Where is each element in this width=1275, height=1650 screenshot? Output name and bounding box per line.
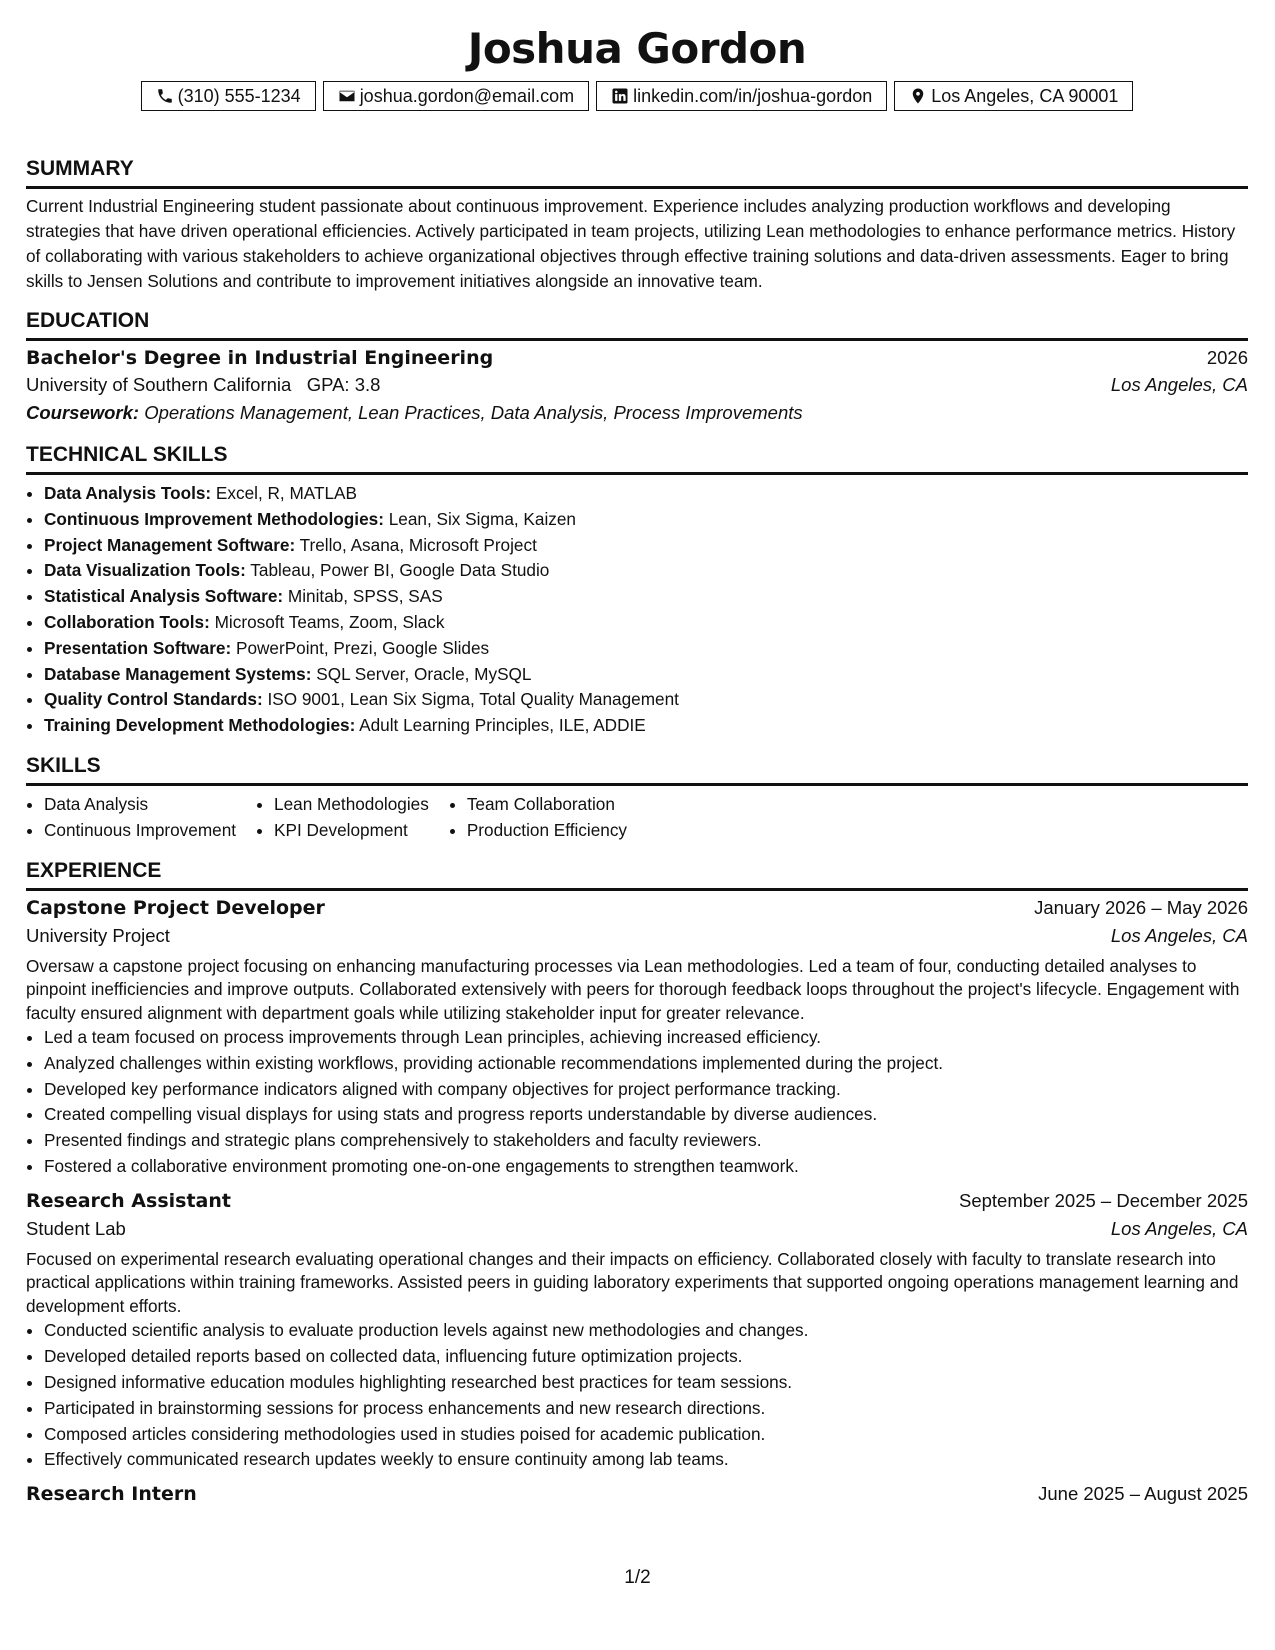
list-item: • Composed articles considering methodologies used in studies poised for academic publication.	[44, 1422, 1248, 1448]
summary-section	[26, 156, 1248, 294]
job-entry	[26, 1483, 1248, 1505]
contact-linkedin-text: linkedin.com/in/joshua-gordon	[633, 85, 873, 106]
list-item: • Developed key performance indicators aligned with company objectives for project performance tracking.	[44, 1077, 1248, 1103]
skill-value: Adult Learning Principles, ILE, ADDIE	[359, 715, 646, 736]
skills-section	[26, 753, 1248, 844]
candidate-name: Joshua Gordon	[467, 24, 807, 73]
job-role: Research Intern	[26, 1483, 197, 1506]
technical-skills-list	[26, 481, 1248, 739]
resume-page	[26, 0, 1248, 1505]
skill-value: Minitab, SPSS, SAS	[287, 586, 443, 607]
linkedin-icon	[611, 87, 629, 105]
list-item	[44, 713, 1248, 739]
list-item	[44, 610, 1248, 636]
list-item: • KPI Development	[274, 818, 429, 844]
education-section	[26, 308, 1248, 424]
job-summary: Focused on experimental research evaluating operational changes and their impacts on efficiency. Collaborated closely with faculty to translate research into practical applications within training frameworks. Assisted peers in guiding laboratory experiments that supported ongoing operations management learning and development efforts.	[26, 1248, 1239, 1316]
job-dates: January 2026 – May 2026	[1034, 896, 1248, 918]
list-item: • Led a team focused on process improvements through Lean principles, achieving increased efficiency.	[44, 1025, 1248, 1051]
list-item: • Continuous Improvement	[44, 818, 236, 844]
job-org: University Project	[26, 924, 170, 946]
list-item	[44, 636, 1248, 662]
skill-value: Excel, R, MATLAB	[215, 483, 357, 503]
summary-text: Current Industrial Engineering student passionate about continuous improvement. Experience includes analyzing production workflows and developing strategies that have driven operational efficiencies. Actively participated in team projects, utilizing Lean methodologies to enhance performance metrics. History of collaborating with various stakeholders to achieve organizational objectives through effective training solutions and data-driven assessments. Eager to bring skills to Jensen Solutions and contribute to improvement initiatives alongside an innovative team.	[26, 196, 1236, 291]
education-row	[26, 347, 1248, 369]
skill-value: Tableau, Power BI, Google Data Studio	[250, 560, 550, 581]
list-item: • Analyzed challenges within existing workflows, providing actionable recommendations implemented during the project.	[44, 1051, 1248, 1077]
skill-value: ISO 9001, Lean Six Sigma, Total Quality Management	[267, 689, 679, 710]
school-row	[26, 374, 1248, 396]
coursework	[26, 402, 1248, 424]
gpa: GPA: 3.8	[306, 374, 381, 395]
contact-email-text: joshua.gordon@email.com	[359, 85, 575, 106]
skills-heading: SKILLS	[26, 753, 1248, 786]
job-bullets	[26, 1025, 1248, 1180]
skill-value: Trello, Asana, Microsoft Project	[299, 534, 537, 555]
degree-title: Bachelor's Degree in Industrial Engineering	[26, 347, 494, 369]
list-item: • Effectively communicated research updates weekly to ensure continuity among lab teams.	[44, 1447, 1248, 1473]
job-org-row	[26, 1218, 1248, 1240]
skill-label: Project Management Software:	[44, 534, 296, 555]
job-header	[26, 1483, 1248, 1505]
page-number: 1/2	[624, 1567, 651, 1588]
degree-year: 2026	[1206, 347, 1248, 368]
technical-skills-section	[26, 442, 1248, 739]
skills-grid	[26, 792, 1248, 844]
school-location: Los Angeles, CA	[1110, 374, 1248, 395]
experience-section	[26, 858, 1248, 1506]
contact-linkedin[interactable]	[596, 81, 887, 111]
skill-label: Training Development Methodologies:	[44, 715, 356, 736]
list-item	[44, 662, 1248, 688]
list-item: • Presented findings and strategic plans comprehensively to stakeholders and faculty reviewers.	[44, 1128, 1248, 1154]
envelope-icon	[338, 87, 356, 105]
phone-icon	[156, 87, 174, 105]
school-info	[26, 374, 380, 396]
list-item: • Developed detailed reports based on collected data, influencing future optimization projects.	[44, 1344, 1248, 1370]
skill-label: Data Visualization Tools:	[44, 560, 246, 581]
skill-value: SQL Server, Oracle, MySQL	[316, 663, 532, 684]
contact-phone-text: (310) 555-1234	[177, 85, 301, 106]
experience-heading: EXPERIENCE	[26, 858, 1248, 891]
skill-label: Data Analysis Tools:	[44, 483, 212, 503]
list-item: • Team Collaboration	[467, 792, 627, 818]
list-item	[44, 533, 1248, 559]
contact-bar	[26, 81, 1248, 111]
list-item: • Participated in brainstorming sessions for process enhancements and new research directions.	[44, 1396, 1248, 1422]
summary-heading: SUMMARY	[26, 156, 1248, 189]
education-heading: EDUCATION	[26, 308, 1248, 341]
list-item	[44, 481, 1248, 507]
map-pin-icon	[909, 87, 927, 105]
job-location: Los Angeles, CA	[1110, 924, 1248, 946]
skill-label: Statistical Analysis Software:	[44, 586, 284, 607]
job-role: Research Assistant	[26, 1189, 231, 1212]
list-item	[44, 558, 1248, 584]
list-item	[44, 687, 1248, 713]
job-header	[26, 1190, 1248, 1212]
skill-label: Database Management Systems:	[44, 663, 312, 684]
coursework-label: Coursework:	[26, 402, 140, 423]
contact-email[interactable]	[323, 81, 589, 111]
job-summary: Oversaw a capstone project focusing on enhancing manufacturing processes via Lean methodologies. Led a team of four, conducting detailed analyses to pinpoint inefficiencies and improve outputs. Collaborated extensively with peers for thorough feedback loops throughout the project's lifecycle. Engagement with faculty ensured alignment with department goals while utilizing stakeholder input for greater relevance.	[26, 955, 1240, 1023]
coursework-list: Operations Management, Lean Practices, Data Analysis, Process Improvements	[144, 402, 803, 423]
school-name: University of Southern California	[26, 374, 292, 395]
job-header	[26, 897, 1248, 919]
list-item: • Designed informative education modules highlighting researched best practices for team sessions.	[44, 1370, 1248, 1396]
job-dates: September 2025 – December 2025	[959, 1189, 1248, 1211]
skill-value: Lean, Six Sigma, Kaizen	[388, 508, 576, 529]
job-org: Student Lab	[26, 1217, 126, 1239]
list-item: • Created compelling visual displays for using stats and progress reports understandable by diverse audiences.	[44, 1102, 1248, 1128]
job-dates: June 2025 – August 2025	[1038, 1483, 1248, 1505]
contact-location-text: Los Angeles, CA 90001	[931, 85, 1119, 106]
skill-label: Quality Control Standards:	[44, 689, 263, 710]
contact-phone[interactable]	[141, 81, 316, 111]
skills-column	[449, 792, 627, 844]
skills-column	[26, 792, 236, 844]
skills-column	[256, 792, 429, 844]
skill-value: Microsoft Teams, Zoom, Slack	[214, 611, 445, 632]
list-item: • Production Efficiency	[467, 818, 627, 844]
list-item: • Lean Methodologies	[274, 792, 429, 818]
list-item	[44, 584, 1248, 610]
list-item: • Data Analysis	[44, 792, 236, 818]
skill-label: Continuous Improvement Methodologies:	[44, 508, 384, 529]
list-item	[44, 507, 1248, 533]
skill-value: PowerPoint, Prezi, Google Slides	[235, 637, 490, 658]
job-role: Capstone Project Developer	[26, 896, 325, 919]
job-entry	[26, 897, 1248, 1180]
technical-skills-heading: TECHNICAL SKILLS	[26, 442, 1248, 475]
job-org-row	[26, 925, 1248, 947]
job-location: Los Angeles, CA	[1110, 1217, 1248, 1239]
list-item: • Fostered a collaborative environment promoting one-on-one engagements to strengthen teamwork.	[44, 1154, 1248, 1180]
skill-label: Presentation Software:	[44, 637, 232, 658]
job-bullets	[26, 1318, 1248, 1473]
skill-label: Collaboration Tools:	[44, 611, 210, 632]
contact-location[interactable]	[894, 81, 1133, 111]
list-item: • Conducted scientific analysis to evaluate production levels against new methodologies and changes.	[44, 1318, 1248, 1344]
job-entry	[26, 1190, 1248, 1473]
